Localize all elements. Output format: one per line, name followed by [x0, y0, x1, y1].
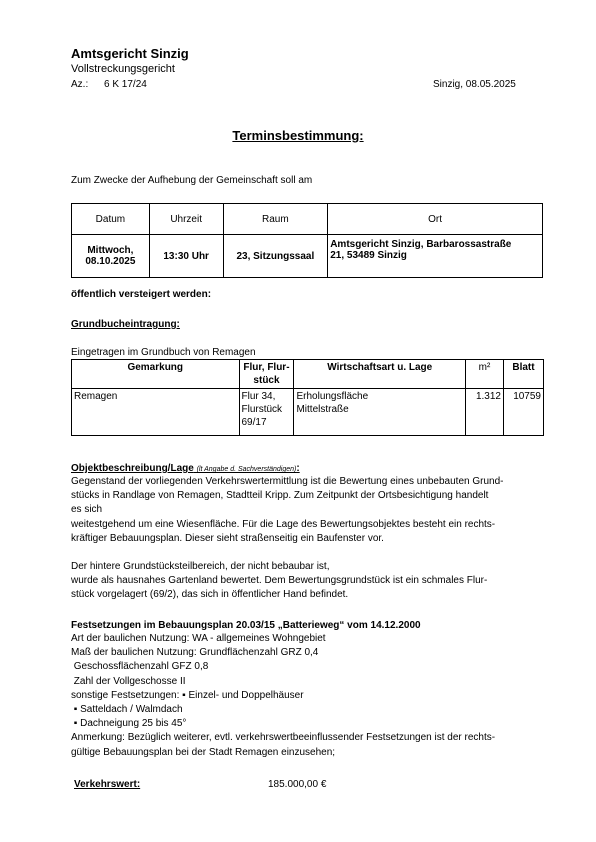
- header-raum: Raum: [223, 204, 328, 235]
- appointment-place: [328, 235, 543, 278]
- object-description-paragraph-2: [71, 560, 543, 603]
- header-m2: m²: [466, 360, 504, 389]
- object-p2-line: stück vorgelagert (69/2), das sich in öffentlicher Hand befindet.: [71, 589, 349, 601]
- header-gemarkung: Gemarkung: [72, 360, 240, 389]
- cell-flur: [239, 389, 294, 436]
- cell-flur-line-3: 69/17: [241, 417, 267, 428]
- market-value-label: Verkehrswert:: [74, 779, 141, 790]
- zoning-line: sonstige Festsetzungen: ▪ Einzel- und Doppelhäuser: [71, 689, 304, 701]
- place-line-1: Amtsgericht Sinzig, Barbarossastraße: [330, 239, 512, 250]
- date-value: 08.10.2025: [85, 256, 136, 267]
- header-flur-line-2: stück: [253, 375, 280, 386]
- land-register-table: [71, 359, 544, 436]
- appointment-header-row: [72, 204, 543, 235]
- zoning-heading: Festsetzungen im Bebauungsplan 20.03/15 „Batterieweg“ vom 14.12.2000: [71, 620, 421, 631]
- object-heading-colon: :: [296, 463, 300, 474]
- market-value: 185.000,00 €: [268, 779, 327, 790]
- zoning-line: gültige Bebauungsplan bei der Stadt Remagen einzusehen;: [71, 746, 336, 758]
- cell-blatt: 10759: [503, 389, 543, 436]
- object-description-paragraph-1: [71, 475, 543, 546]
- court-department: Vollstreckungsgericht: [71, 63, 175, 75]
- header-blatt: Blatt: [503, 360, 543, 389]
- header-flur-line-1: Flur, Flur-: [243, 362, 290, 373]
- place-date: Sinzig, 08.05.2025: [433, 79, 516, 90]
- case-number: 6 K 17/24: [104, 79, 147, 90]
- appointment-time: 13:30 Uhr: [149, 235, 223, 278]
- object-heading-note: (lt Angabe d. Sachverständigen): [196, 466, 297, 473]
- date-weekday: Mittwoch,: [87, 245, 134, 256]
- appointment-room: 23, Sitzungssaal: [223, 235, 328, 278]
- zoning-line: Anmerkung: Bezüglich weiterer, evtl. verkehrswertbeeinflussender Festsetzungen ist der rechts-: [71, 732, 496, 744]
- zoning-line: ▪ Satteldach / Walmdach: [71, 704, 183, 716]
- land-register-heading: Grundbucheintragung:: [71, 319, 180, 330]
- header-uhrzeit: Uhrzeit: [149, 204, 223, 235]
- object-p1-line: es sich: [71, 504, 103, 516]
- cell-m2: 1.312: [466, 389, 504, 436]
- zoning-line: ▪ Dachneigung 25 bis 45°: [71, 718, 187, 730]
- appointment-row: [72, 235, 543, 278]
- cell-wirtschaft-line-1: Erholungsfläche: [296, 391, 369, 402]
- appointment-table: [71, 203, 543, 278]
- appointment-date: [72, 235, 150, 278]
- cell-flur-line-1: Flur 34,: [241, 391, 276, 402]
- object-p2-line: Der hintere Grundstücksteilbereich, der nicht bebaubar ist,: [71, 561, 330, 572]
- document-title: Terminsbestimmung:: [232, 128, 364, 143]
- object-p1-line: Gegenstand der vorliegenden Verkehrswertermittlung ist die Bewertung eines unbebauten Grund-: [71, 476, 504, 487]
- zoning-details: [71, 632, 543, 760]
- land-register-header-row: [72, 360, 544, 389]
- intro-text: Zum Zwecke der Aufhebung der Gemeinschaft soll am: [71, 175, 313, 186]
- cell-flur-line-2: Flurstück: [241, 404, 283, 415]
- object-p1-line: kräftiger Bebauungsplan. Dieser sieht straßenseitig ein Baufenster vor.: [71, 532, 384, 544]
- header-datum: Datum: [72, 204, 150, 235]
- land-register-row: [72, 389, 544, 436]
- header-flur: [239, 360, 294, 389]
- zoning-line: Geschossflächenzahl GFZ 0,8: [71, 661, 209, 673]
- land-register-intro: Eingetragen im Grundbuch von Remagen: [71, 347, 256, 358]
- object-heading-text: Objektbeschreibung/Lage: [71, 463, 194, 474]
- zoning-line: Maß der baulichen Nutzung: Grundflächenzahl GRZ 0,4: [71, 647, 319, 659]
- court-name: Amtsgericht Sinzig: [71, 46, 189, 61]
- header-ort: Ort: [328, 204, 543, 235]
- zoning-line: Art der baulichen Nutzung: WA - allgemeines Wohngebiet: [71, 633, 326, 644]
- header-wirtschaftsart: Wirtschaftsart u. Lage: [294, 360, 466, 389]
- cell-wirtschaftsart: [294, 389, 466, 436]
- place-line-2: 21, 53489 Sinzig: [330, 250, 407, 261]
- cell-wirtschaft-line-2: Mittelstraße: [296, 404, 349, 415]
- object-heading: [71, 463, 300, 474]
- auction-statement: öffentlich versteigert werden:: [71, 289, 212, 300]
- object-p1-line: stücks in Randlage von Remagen, Stadtteil Kripp. Zum Zeitpunkt der Ortsbesichtigung handelt: [71, 490, 489, 502]
- object-p1-line: weitestgehend um eine Wiesenfläche. Für die Lage des Bewertungsobjektes besteht ein rechts-: [71, 518, 496, 530]
- case-number-label: Az.:: [71, 79, 89, 90]
- cell-gemarkung: Remagen: [72, 389, 240, 436]
- object-p2-line: wurde als hausnahes Gartenland bewertet. Dem Bewertungsgrundstück ist ein schmales Flur-: [71, 575, 488, 587]
- zoning-line: Zahl der Vollgeschosse II: [71, 675, 186, 687]
